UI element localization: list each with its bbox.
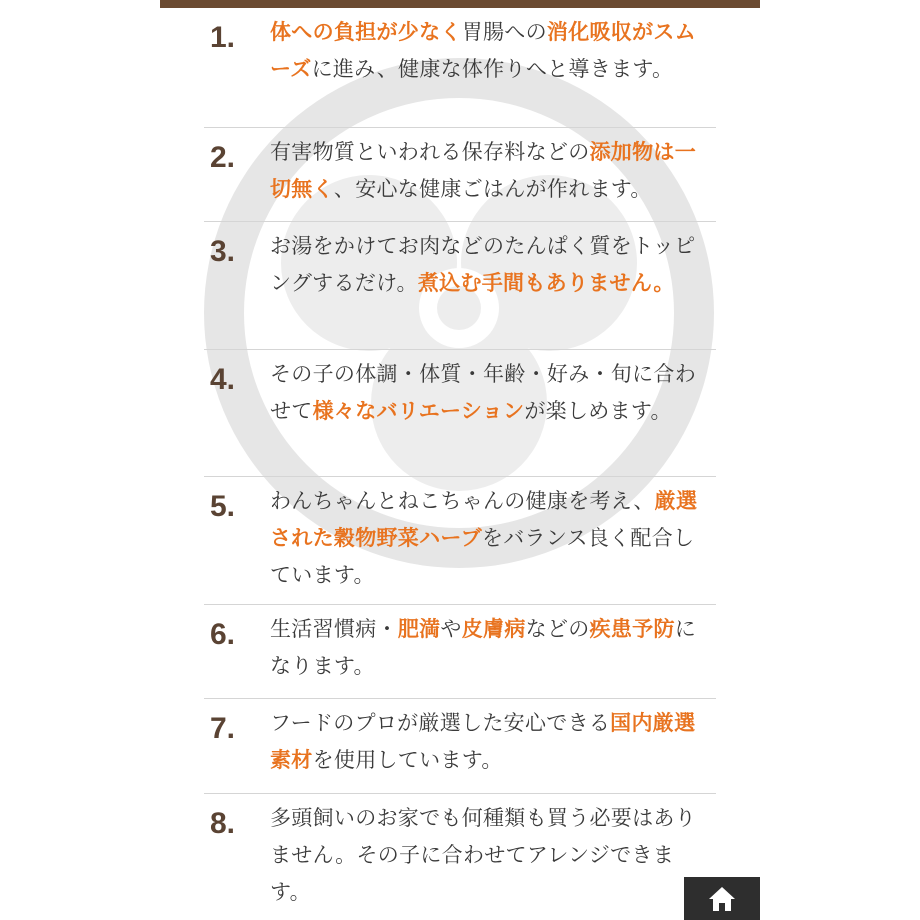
feature-number: 4. <box>210 363 236 396</box>
feature-text <box>270 14 702 88</box>
feature-item <box>204 128 716 222</box>
feature-text-segment: 多頭飼いのお家でも何種類も買う必要はありません。その子に合わせてアレンジできます。 <box>270 806 696 904</box>
feature-text <box>270 228 702 302</box>
top-bar <box>160 0 760 8</box>
feature-item <box>204 794 716 920</box>
feature-number: 6. <box>210 618 236 651</box>
feature-item <box>204 8 716 128</box>
feature-text-segment: や <box>440 617 462 641</box>
feature-highlight: 体への負担が少なく <box>270 20 462 44</box>
feature-text-segment: になります。 <box>270 617 697 678</box>
feature-text-segment: お湯をかけてお肉などのたんぱく質をトッピングするだけ。 <box>270 234 696 295</box>
feature-text-segment: 胃腸への <box>461 20 547 44</box>
feature-item <box>204 699 716 794</box>
feature-text-segment: が楽しめます。 <box>524 399 672 423</box>
feature-text <box>270 705 702 779</box>
feature-number: 1. <box>210 21 236 54</box>
feature-item <box>204 222 716 350</box>
feature-text-segment: 、安心な健康ごはんが作れます。 <box>333 177 652 201</box>
home-button[interactable] <box>684 877 760 920</box>
feature-text-segment: フードのプロが厳選した安心できる <box>270 711 611 735</box>
feature-text-segment: その子の体調・体質・年齢・好み・旬に合わせて <box>270 362 696 423</box>
feature-number: 2. <box>210 141 236 174</box>
feature-highlight: 疾患予防 <box>589 617 675 641</box>
feature-item <box>204 477 716 605</box>
feature-item <box>204 605 716 699</box>
feature-text <box>270 483 702 594</box>
page-container <box>160 0 760 920</box>
feature-list <box>204 8 716 920</box>
feature-text-segment: 生活習慣病・ <box>270 617 398 641</box>
feature-text-segment: などの <box>525 617 590 641</box>
feature-highlight: 消化吸収がスムーズ <box>270 20 697 81</box>
home-icon <box>708 886 736 912</box>
feature-highlight: 煮込む手間もありません。 <box>417 271 675 295</box>
feature-text-segment: に進み、健康な体作りへと導きます。 <box>311 57 674 81</box>
feature-highlight: 厳選された穀物野菜ハーブ <box>270 489 698 550</box>
feature-text-segment: をバランス良く配合しています。 <box>270 526 695 587</box>
feature-text-segment: わんちゃんとねこちゃんの健康を考え、 <box>270 489 655 513</box>
feature-text <box>270 611 702 685</box>
feature-highlight: 皮膚病 <box>461 617 526 641</box>
feature-text-segment: 有害物質といわれる保存料などの <box>270 140 590 164</box>
feature-text <box>270 800 702 911</box>
feature-number: 3. <box>210 235 236 268</box>
feature-text-segment: を使用しています。 <box>312 748 503 772</box>
feature-highlight: 肥満 <box>397 617 441 641</box>
feature-text <box>270 356 702 430</box>
feature-number: 8. <box>210 807 236 840</box>
feature-text <box>270 134 702 208</box>
feature-number: 5. <box>210 490 236 523</box>
feature-highlight: 様々なバリエーション <box>312 399 525 423</box>
feature-highlight: 国内厳選素材 <box>270 711 696 772</box>
feature-item <box>204 350 716 477</box>
feature-number: 7. <box>210 712 236 745</box>
feature-highlight: 添加物は一切無く <box>270 140 696 201</box>
